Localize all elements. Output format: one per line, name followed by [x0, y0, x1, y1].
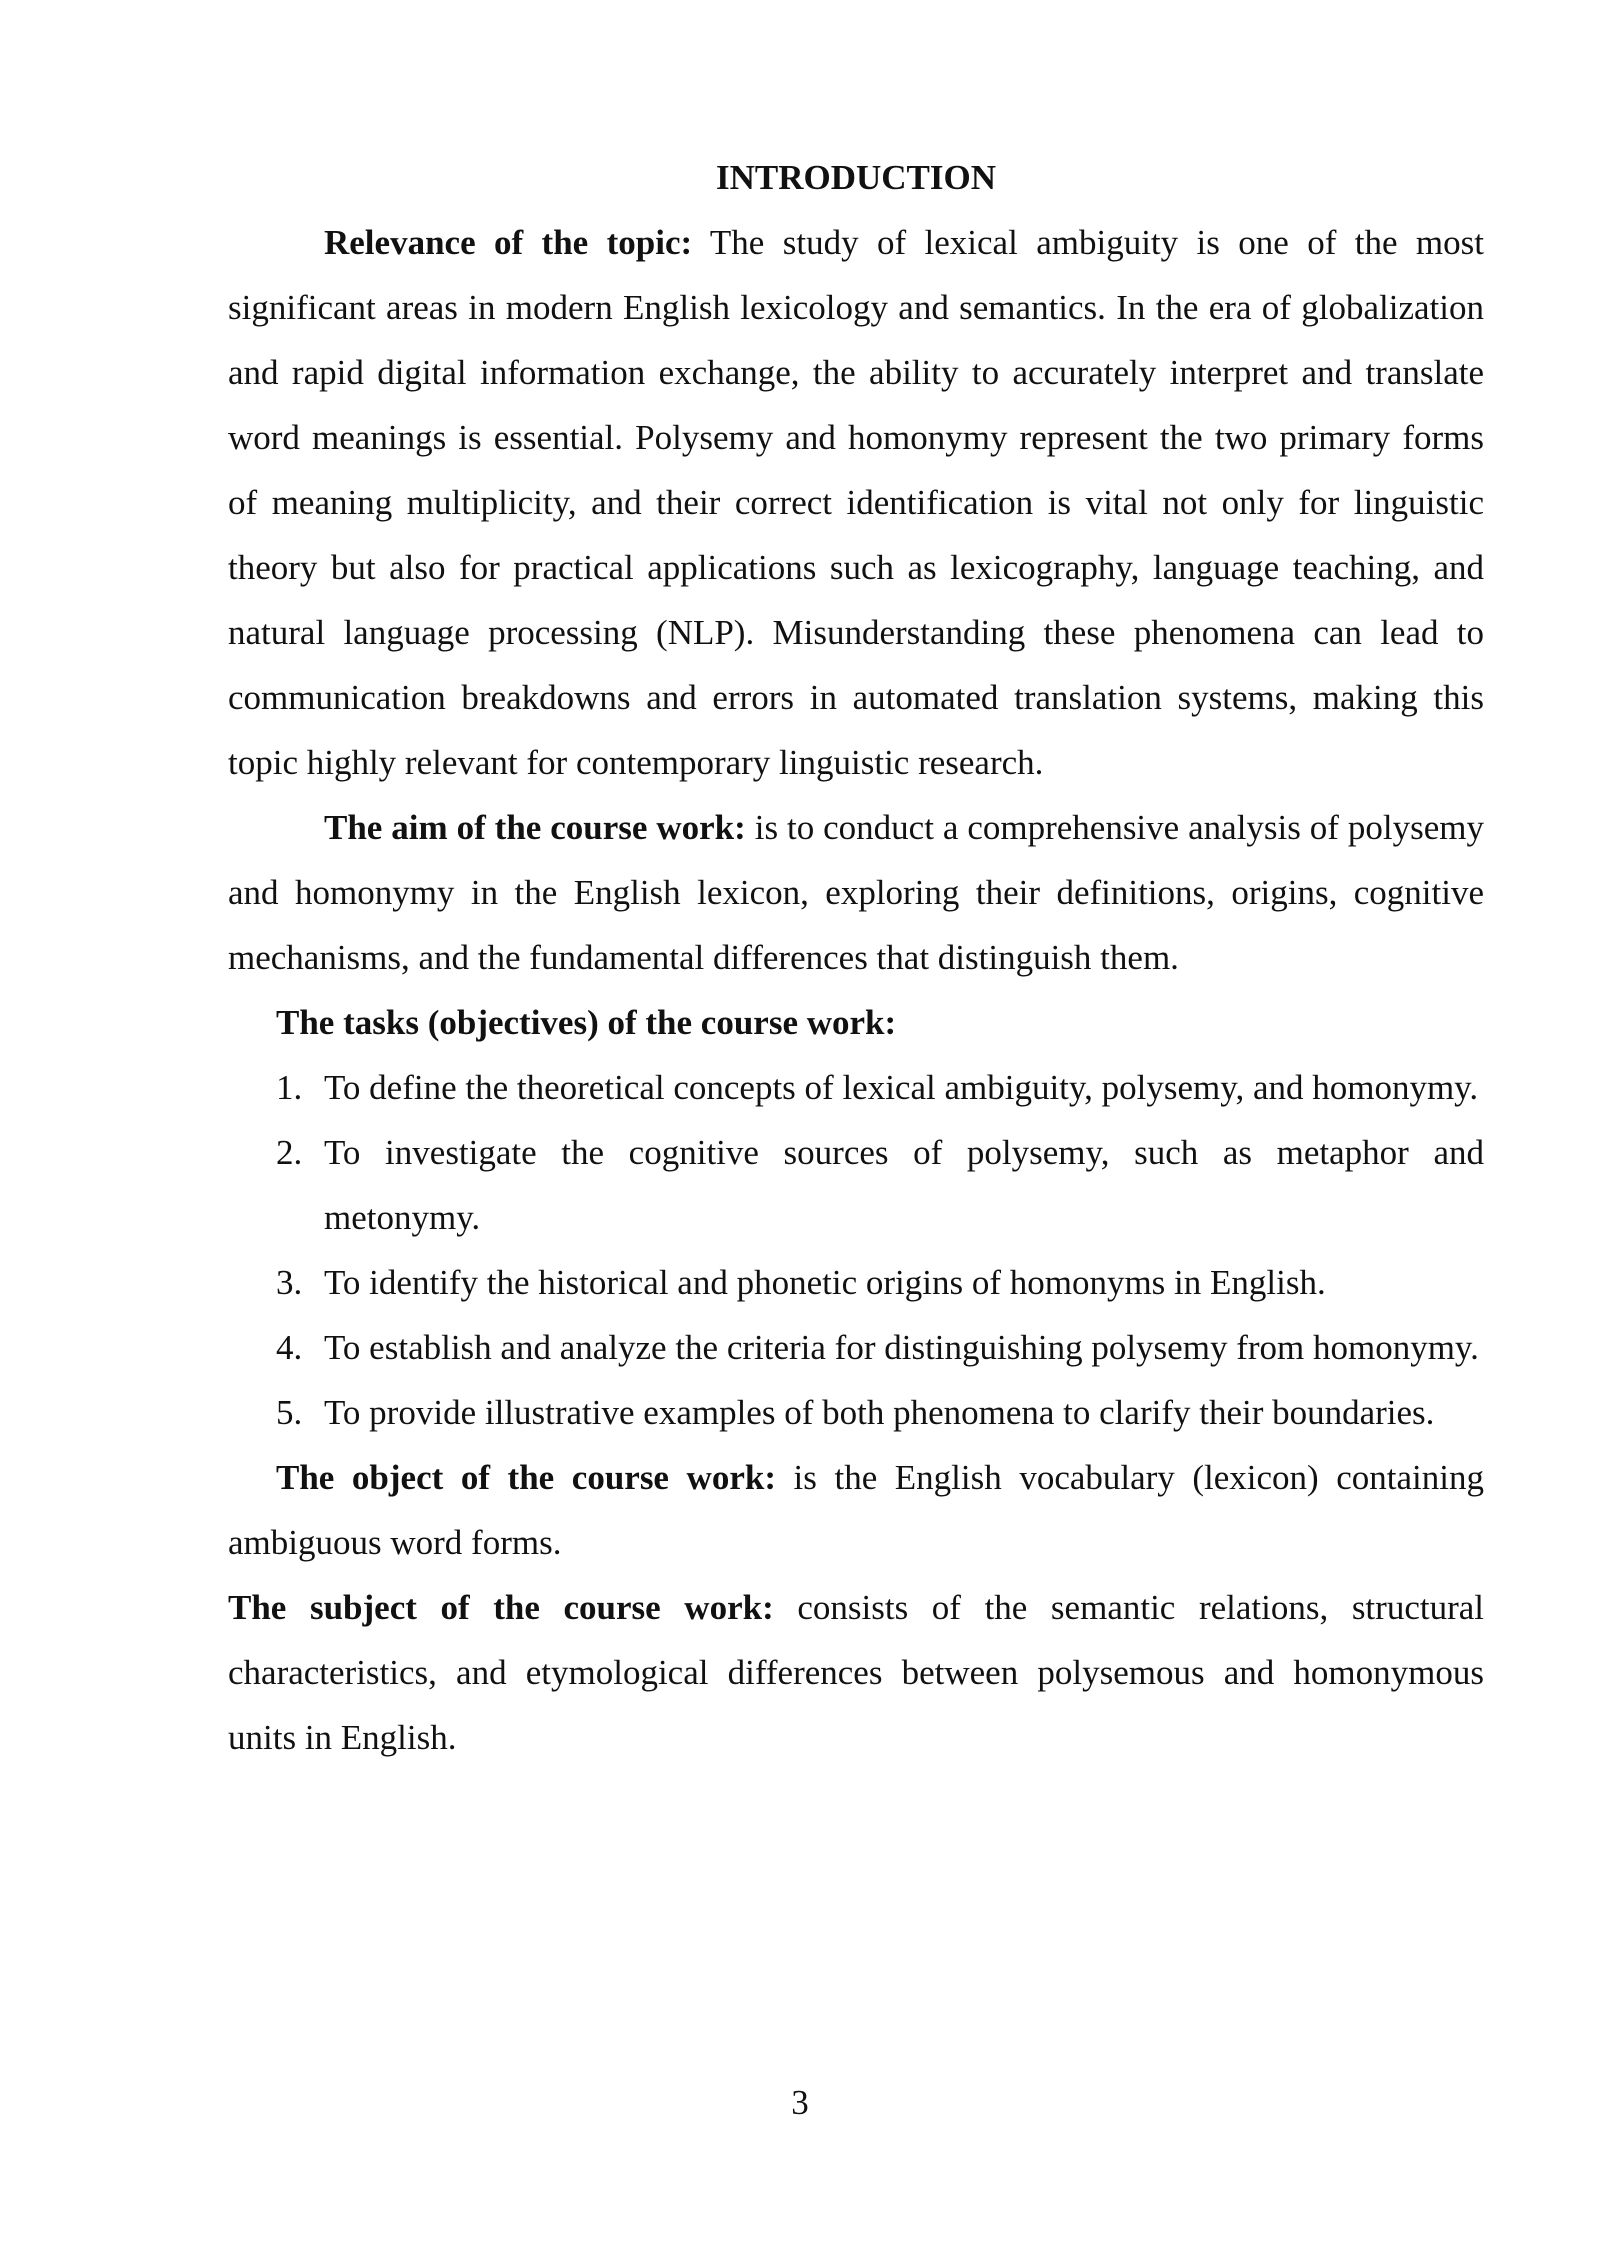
- object-text: is the English vocabulary (lexicon) containing ambiguous word forms.: [228, 1458, 1485, 1562]
- aim-paragraph: [228, 795, 1484, 990]
- page-content: [228, 145, 1484, 1770]
- list-item: [228, 1055, 1484, 1120]
- subject-label: The subject of the course work:: [228, 1588, 774, 1627]
- list-item-text: To investigate the cognitive sources of polysemy, such as metaphor and metonymy.: [324, 1133, 1484, 1237]
- list-item-number: 4.: [276, 1328, 303, 1367]
- object-paragraph: [228, 1445, 1484, 1575]
- page-number: 3: [791, 2083, 809, 2122]
- list-item: [228, 1315, 1484, 1380]
- subject-text: consists of the semantic relations, structural characteristics, and etymological differences between polysemous and homonymous units in English.: [228, 1588, 1484, 1757]
- subject-paragraph: [228, 1575, 1484, 1770]
- list-item-text: To identify the historical and phonetic origins of homonyms in English.: [324, 1263, 1326, 1302]
- list-item-text: To define the theoretical concepts of lexical ambiguity, polysemy, and homonymy.: [324, 1068, 1479, 1107]
- aim-text: is to conduct a comprehensive analysis of polysemy and homonymy in the English lexicon, exploring their definitions, origins, cognitive mechanisms, and the fundamental differences that distinguish them.: [228, 808, 1484, 977]
- list-item-text: To establish and analyze the criteria for distinguishing polysemy from homonymy.: [324, 1328, 1479, 1367]
- list-item-number: 2.: [276, 1133, 303, 1172]
- relevance-paragraph: [228, 210, 1484, 795]
- list-item-number: 5.: [276, 1393, 303, 1432]
- tasks-heading: [228, 990, 1484, 1055]
- relevance-text: The study of lexical ambiguity is one of the most significant areas in modern English lexicology and semantics. In the era of globalization and rapid digital information exchange, the ability to accurately interpret and translate word meanings is essential. Polysemy and homonymy represent the two primary forms of meaning multiplicity, and their correct identification is vital not only for linguistic theory but also for practical applications such as lexicography, language teaching, and natural language processing (NLP). Misunderstanding these phenomena can lead to communication breakdowns and errors in automated translation systems, making this topic highly relevant for contemporary linguistic research.: [228, 223, 1484, 782]
- section-heading: INTRODUCTION: [715, 158, 997, 197]
- object-label: The object of the course work:: [276, 1458, 776, 1497]
- list-item: [228, 1250, 1484, 1315]
- list-item: [228, 1120, 1484, 1250]
- list-item-number: 1.: [276, 1068, 303, 1107]
- list-item-text: To provide illustrative examples of both phenomena to clarify their boundaries.: [324, 1393, 1435, 1432]
- relevance-label: Relevance of the topic:: [324, 223, 693, 262]
- tasks-list: [228, 1055, 1484, 1445]
- tasks-label: The tasks (objectives) of the course work:: [276, 1003, 897, 1042]
- aim-label: The aim of the course work:: [324, 808, 746, 847]
- list-item-number: 3.: [276, 1263, 303, 1302]
- list-item: [228, 1380, 1484, 1445]
